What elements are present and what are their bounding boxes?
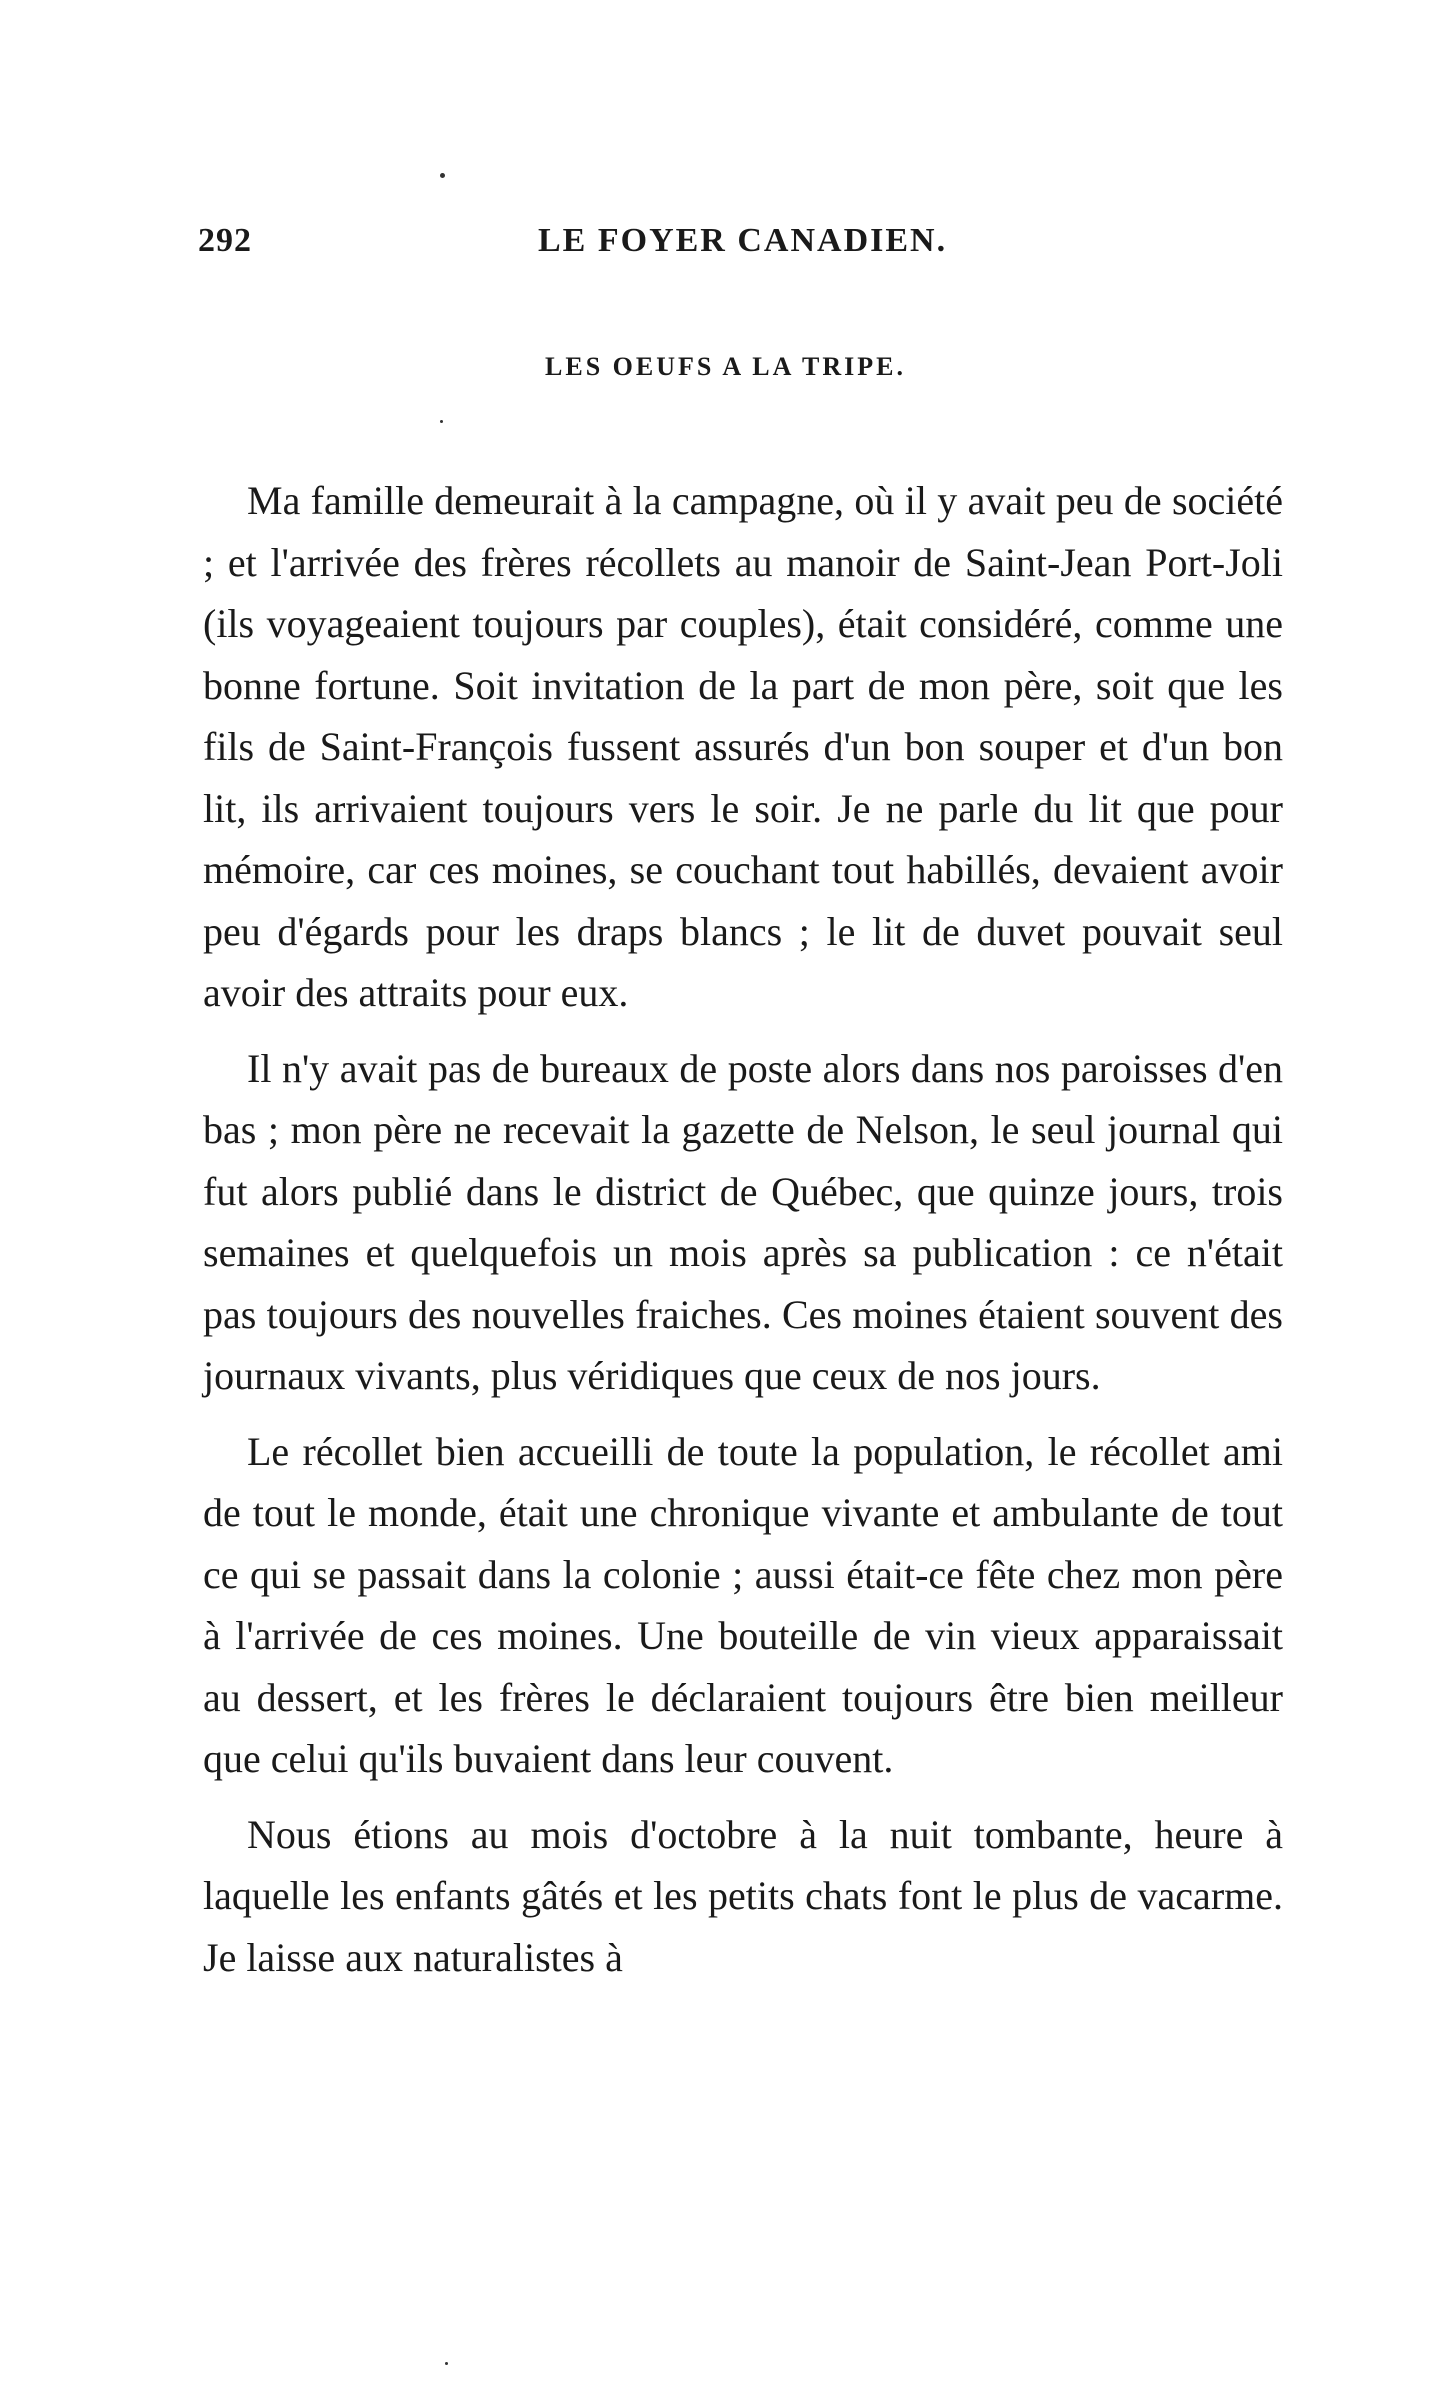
paragraph: Le récollet bien accueilli de toute la population, le récollet ami de tout le monde, était une chronique vivante et ambulante de tout ce qui se passait dans la colonie ; aussi était-ce fête chez mon père à l'arrivée de ces moines. Une bouteille de vin vieux apparaissait au dessert, et les frères le déclaraient toujours être bien meilleur que celui qu'ils buvaient dans leur couvent. [203,1428,1283,1781]
ink-speck [440,173,445,178]
ink-speck [445,2362,448,2365]
paragraph: Ma famille demeurait à la campagne, où il y avait peu de société ; et l'arrivée des frères récollets au manoir de Saint-Jean Port-Joli (ils voyageaient toujours par couples), était considéré, comme une bonne fortune. Soit invitation de la part de mon père, soit que les fils de Saint-François fussent assurés d'un bon souper et d'un bon lit, ils arrivaient toujours vers le soir. Je ne parle du lit que pour mémoire, car ces moines, se couchant tout habillés, devaient avoir peu d'égards pour les draps blancs ; le lit de duvet pouvait seul avoir des attraits pour eux. [203,478,1283,1015]
running-head: LE FOYER CANADIEN. [538,222,948,259]
page-header [198,222,1276,266]
body-text [203,470,1283,2002]
paragraph: Nous étions au mois d'octobre à la nuit tombante, heure à laquelle les enfants gâtés et les petits chats font le plus de vacarme. Je laisse aux naturalistes à [203,1811,1283,1980]
paragraph: Il n'y avait pas de bureaux de poste alors dans nos paroisses d'en bas ; mon père ne recevait la gazette de Nelson, le seul journal qui fut alors publié dans le district de Québec, que quinze jours, trois semaines et quelquefois un mois après sa publication : ce n'était pas toujours des nouvelles fraiches. Ces moines étaient souvent des journaux vivants, plus véridiques que ceux de nos jours. [203,1045,1283,1398]
page-number: 292 [198,222,252,259]
ink-speck [440,420,443,423]
section-title: LES OEUFS A LA TRIPE. [545,352,906,381]
